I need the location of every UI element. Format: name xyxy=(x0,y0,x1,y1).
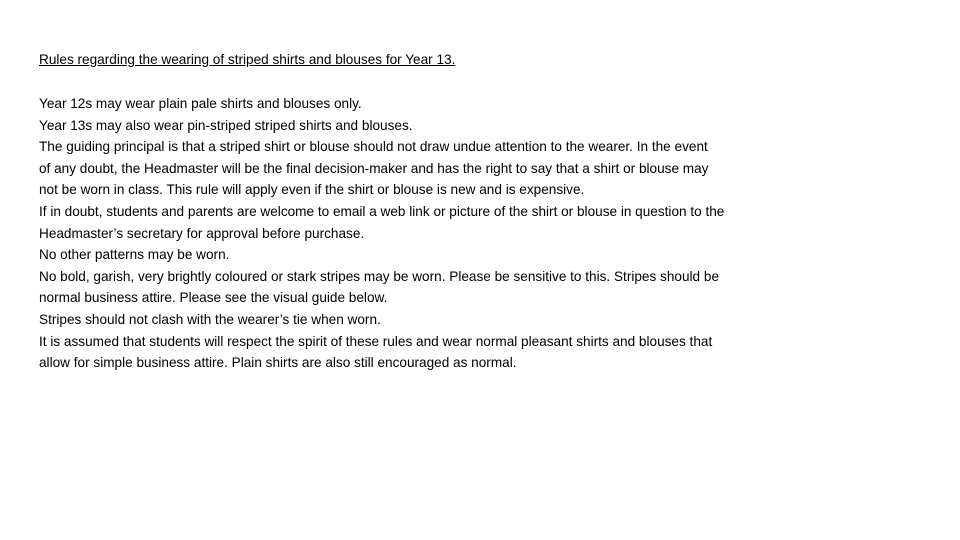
rules-body xyxy=(39,93,919,374)
rule-line: Year 12s may wear plain pale shirts and blouses only. xyxy=(39,96,362,111)
rule-line: It is assumed that students will respect the spirit of these rules and wear normal pleasant shirts and blouses that xyxy=(39,333,713,349)
rule-line: The guiding principal is that a striped shirt or blouse should not draw undue attention to the wearer. In the event xyxy=(39,139,708,155)
rule-line: not be worn in class. This rule will apply even if the shirt or blouse is new and is expensive. xyxy=(39,182,585,198)
document-title: Rules regarding the wearing of striped shirts and blouses for Year 13. xyxy=(39,52,456,67)
rule-line: normal business attire. Please see the visual guide below. xyxy=(39,290,388,306)
rule-line: No other patterns may be worn. xyxy=(39,247,230,263)
rule-line: No bold, garish, very brightly coloured or stark stripes may be worn. Please be sensitive to this. Stripes should be xyxy=(39,268,720,284)
rule-line: Headmaster’s secretary for approval before purchase. xyxy=(39,225,365,241)
rule-line: of any doubt, the Headmaster will be the final decision-maker and has the right to say that a shirt or blouse may xyxy=(39,160,709,176)
rule-line: allow for simple business attire. Plain shirts are also still encouraged as normal. xyxy=(39,355,517,371)
rule-line: Year 13s may also wear pin-striped striped shirts and blouses. xyxy=(39,117,413,133)
rule-line: If in doubt, students and parents are welcome to email a web link or picture of the shirt or blouse in question to the xyxy=(39,203,725,219)
rule-line: Stripes should not clash with the wearer’s tie when worn. xyxy=(39,311,381,327)
